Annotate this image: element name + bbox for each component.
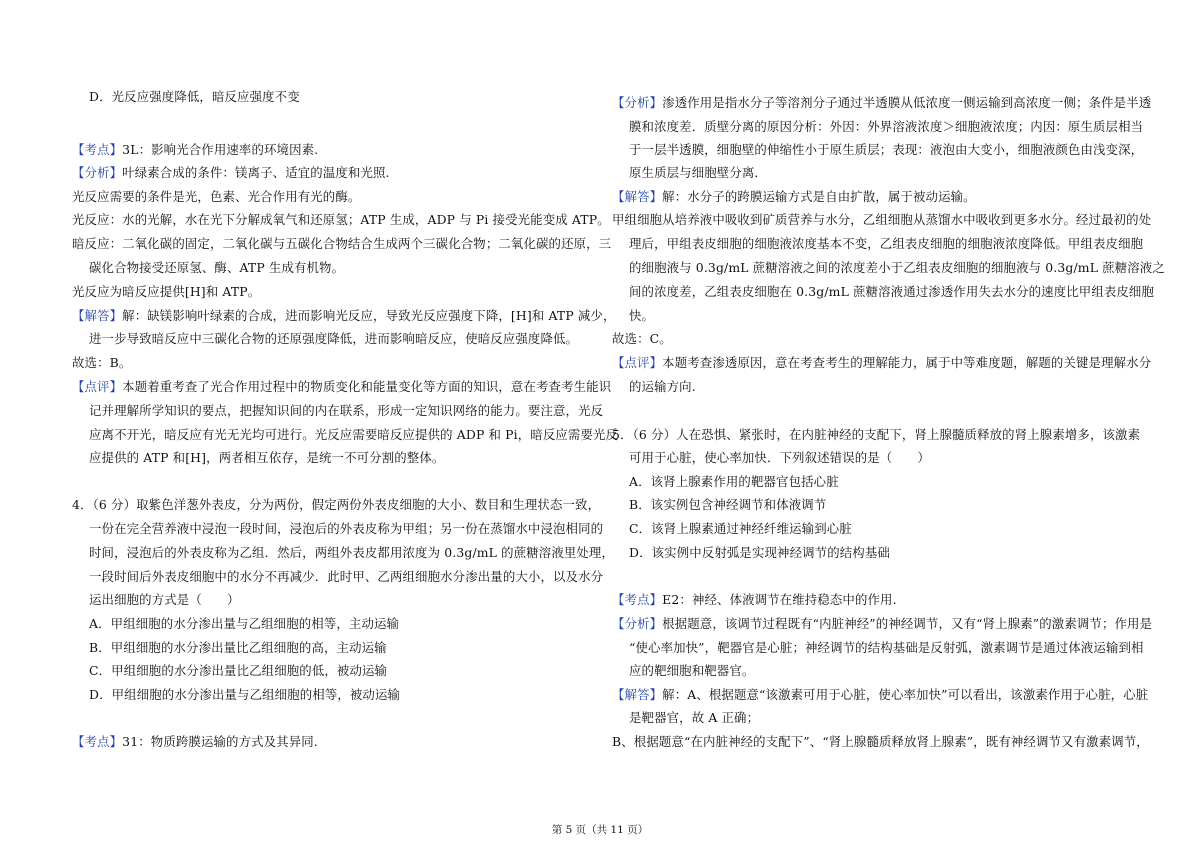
answer-option: B．该实例包含神经调节和体液调节	[629, 497, 827, 512]
text-line: 【考点】31：物质跨膜运输的方式及其异同.	[72, 734, 318, 749]
section-tag: 【点评】	[612, 355, 663, 370]
page-number-footer: 第 5 页（共 11 页）	[551, 824, 649, 836]
section-tag: 【解答】	[612, 687, 663, 702]
text-line: 暗反应：二氧化碳的固定，二氧化碳与五碳化合物结合生成两个三碳化合物；二氧化碳的还原，三	[72, 236, 612, 251]
text-line: 时间，浸泡后的外表皮称为乙组．然后，两组外表皮都用浓度为 0.3g/mL 的蔗糖溶液里处理，	[89, 545, 615, 560]
text-line: 【解答】解：缺镁影响叶绿素的合成，进而影响光反应，导致光反应强度下降，[H]和 ATP 减少，	[72, 308, 616, 323]
text-line: 记并理解所学知识的要点，把握知识间的内在联系，形成一定知识网络的能力。要注意，光反	[89, 403, 604, 418]
section-tag: 【考点】	[72, 142, 123, 157]
section-tag: 【分析】	[612, 95, 663, 110]
question-stem: 4．（6 分）取紫色洋葱外表皮，分为两份，假定两份外表皮细胞的大小、数目和生理状态一致，	[72, 497, 601, 512]
text-line: 理后，甲组表皮细胞的细胞液浓度基本不变，乙组表皮细胞的细胞液浓度降低。甲组表皮细胞	[629, 236, 1144, 251]
text-line: 【解答】解：水分子的跨膜运输方式是自由扩散，属于被动运输。	[612, 189, 976, 204]
text-line: 一段时间后外表皮细胞中的水分不再减少．此时甲、乙两组细胞水分渗出量的大小，以及水分	[89, 569, 604, 584]
text-line: B、根据题意“在内脏神经的支配下”、“肾上腺髓质释放肾上腺素”，既有神经调节又有激素调节，	[612, 734, 1149, 749]
answer-option: B．甲组细胞的水分渗出量比乙组细胞的高，主动运输	[89, 640, 387, 655]
text-line: 膜和浓度差．质壁分离的原因分析：外因：外界溶液浓度＞细胞液浓度；内因：原生质层相当	[629, 119, 1144, 134]
text-line: 应离不开光，暗反应有光无光均可进行。光反应需要暗反应提供的 ADP 和 Pi，暗反应需要光反	[89, 427, 619, 442]
text-line: 【点评】本题着重考查了光合作用过程中的物质变化和能量变化等方面的知识，意在考查考生能识	[72, 379, 612, 394]
section-tag: 【分析】	[72, 165, 123, 180]
section-tag: 【考点】	[72, 734, 123, 749]
text-line: 于一层半透膜，细胞壁的伸缩性小于原生质层；表现：液泡由大变小，细胞液颜色由浅变深，	[629, 142, 1144, 157]
text-line: 故选：C。	[612, 331, 672, 346]
text-line: “使心率加快”，靶器官是心脏；神经调节的结构基础是反射弧，激素调节是通过体液运输到相	[629, 640, 1144, 655]
text-line: 一份在完全营养液中浸泡一段时间，浸泡后的外表皮称为甲组；另一份在蒸馏水中浸泡相同的	[89, 521, 604, 536]
answer-option: C．该肾上腺素通过神经纤维运输到心脏	[629, 521, 852, 536]
text-line: 【考点】E2：神经、体液调节在维持稳态中的作用.	[612, 592, 897, 607]
text-line: 【分析】渗透作用是指水分子等溶剂分子通过半透膜从低浓度一侧运输到高浓度一侧；条件是半透	[612, 95, 1152, 110]
answer-option: C．甲组细胞的水分渗出量比乙组细胞的低，被动运输	[89, 663, 388, 678]
text-line: 是靶器官，故 A 正确；	[629, 710, 760, 725]
text-line: 碳化合物接受还原氢、酶、ATP 生成有机物。	[89, 260, 345, 275]
text-line: 故选：B。	[72, 355, 132, 370]
answer-option: D．甲组细胞的水分渗出量与乙组细胞的相等，被动运输	[89, 687, 401, 702]
text-line: 光反应需要的条件是光，色素、光合作用有光的酶。	[72, 189, 361, 204]
text-line: 可用于心脏，使心率加快．下列叙述错误的是（ ）	[629, 450, 930, 465]
text-line: 【考点】3L：影响光合作用速率的环境因素.	[72, 142, 319, 157]
answer-option: A．甲组细胞的水分渗出量与乙组细胞的相等，主动运输	[89, 616, 400, 631]
text-line: 进一步导致暗反应中三碳化合物的还原强度降低，进而影响暗反应，使暗反应强度降低。	[89, 331, 579, 346]
section-tag: 【分析】	[612, 616, 663, 631]
text-line: D．光反应强度降低，暗反应强度不变	[89, 89, 300, 104]
section-tag: 【解答】	[72, 308, 123, 323]
section-tag: 【考点】	[612, 592, 663, 607]
text-line: 间的浓度差，乙组表皮细胞在 0.3g/mL 蔗糖溶液通过渗透作用失去水分的速度比甲组表皮细胞	[629, 284, 1155, 299]
answer-option: A．该肾上腺素作用的靶器官包括心脏	[629, 474, 839, 489]
question-stem: 5．（6 分）人在恐惧、紧张时，在内脏神经的支配下，肾上腺髓质释放的肾上腺素增多，该激素	[612, 427, 1141, 442]
text-line: 光反应为暗反应提供[H]和 ATP。	[72, 284, 261, 299]
text-line: 【点评】本题考查渗透原因，意在考查考生的理解能力，属于中等难度题，解题的关键是理解水分	[612, 355, 1152, 370]
text-line: 运出细胞的方式是（ ）	[89, 592, 240, 607]
text-line: 光反应：水的光解，水在光下分解成氧气和还原氢；ATP 生成，ADP 与 Pi 接受光能变成 ATP。	[72, 212, 610, 227]
text-line: 应提供的 ATP 和[H]，两者相互依存，是统一不可分割的整体。	[89, 450, 445, 465]
section-tag: 【解答】	[612, 189, 663, 204]
text-line: 原生质层与细胞壁分离．	[629, 165, 767, 180]
text-line: 【解答】解：A、根据题意“该激素可用于心脏，使心率加快”可以看出，该激素作用于心脏，心脏	[612, 687, 1149, 702]
text-line: 的运输方向.	[629, 379, 696, 394]
answer-option: D．该实例中反射弧是实现神经调节的结构基础	[629, 545, 890, 560]
text-line: 甲组细胞从培养液中吸收到矿质营养与水分，乙组细胞从蒸馏水中吸收到更多水分。经过最初的处	[612, 212, 1152, 227]
text-line: 应的靶细胞和靶器官。	[629, 663, 755, 678]
text-line: 【分析】叶绿素合成的条件：镁离子、适宜的温度和光照.	[72, 165, 390, 180]
text-line: 【分析】根据题意，该调节过程既有“内脏神经”的神经调节，又有“肾上腺素”的激素调节；作用是	[612, 616, 1153, 631]
section-tag: 【点评】	[72, 379, 123, 394]
text-line: 的细胞液与 0.3g/mL 蔗糖溶液之间的浓度差小于乙组表皮细胞的细胞液与 0.3g/mL 蔗糖溶液之	[629, 260, 1165, 275]
text-line: 快。	[629, 308, 655, 323]
